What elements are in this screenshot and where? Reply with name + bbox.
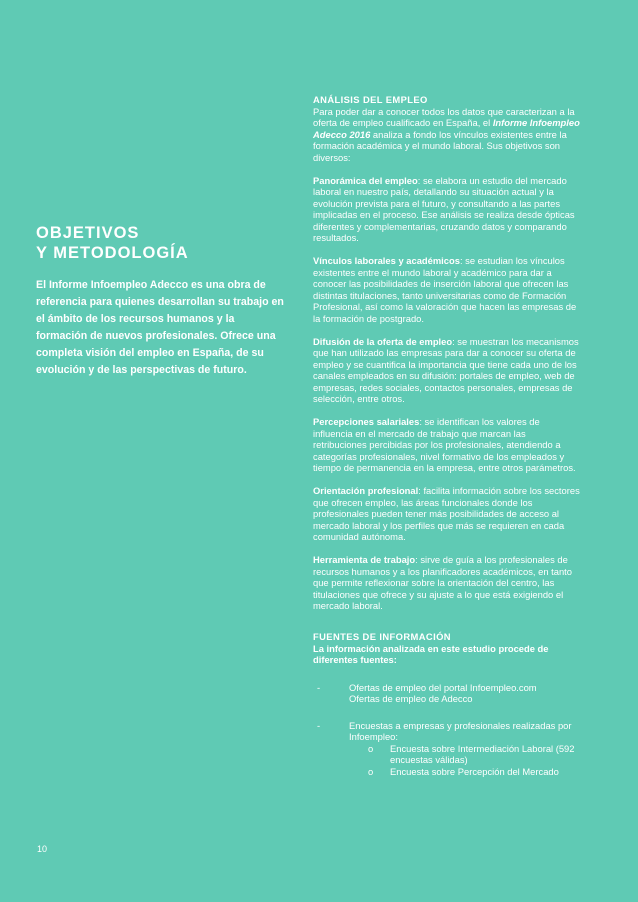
analisis-title: ANÁLISIS DEL EMPLEO bbox=[313, 94, 428, 105]
section-heading bbox=[36, 223, 288, 263]
fuentes-lead: La información analizada en este estudio procede de diferentes fuentes: bbox=[313, 642, 549, 665]
sub-source-text: Encuesta sobre Percepción del Mercado bbox=[390, 765, 559, 777]
dash-marker: - bbox=[317, 719, 321, 731]
source-item bbox=[313, 720, 581, 743]
objective-term: Percepciones salariales bbox=[313, 416, 420, 427]
circle-bullet-icon: o bbox=[368, 765, 374, 777]
objective-term: Vínculos laborales y académicos bbox=[313, 255, 460, 266]
objective-text: : se muestran los mecanismos que han utilizado las empresas para dar a conocer su oferta de empleo y se cuantifica la importancia que tiene cada uno de los canales empleados en su difusión: portales de empleo, web de empresas, redes sociales, contactos personales, empresas de selección, entre otros. bbox=[313, 335, 579, 404]
objective-term: Herramienta de trabajo bbox=[313, 554, 416, 565]
source-line: Ofertas de empleo de Adecco bbox=[349, 693, 473, 704]
analisis-section bbox=[313, 94, 581, 623]
objective-text: : se estudian los vínculos existentes entre el mundo laboral y académico para dar a conocer las posibilidades de inserción laboral que ofrecen las distintas titulaciones, tanto universitarias como de Formación Profesional, así como la valoración que hacen las empresas de la formación de postgrado. bbox=[313, 255, 577, 324]
objective-item bbox=[313, 416, 581, 474]
analisis-intro-before: Para poder dar a conocer todos los datos que caracterizan a la oferta de empleo cualificado en España, el bbox=[313, 105, 575, 128]
objective-item bbox=[313, 255, 581, 324]
objective-text: : se elabora un estudio del mercado laboral en nuestro país, detallando su situación actual y la evolución prevista para el futuro, y consultando a las partes implicadas en el proceso. Ese análisis se realiza desde ópticas diferentes y complementarias, cruzando datos y comparando resultados. bbox=[313, 174, 575, 243]
sub-source-item bbox=[313, 766, 581, 778]
heading-line-2: Y METODOLOGÍA bbox=[36, 244, 189, 262]
page-number: 10 bbox=[37, 844, 48, 854]
objective-item bbox=[313, 336, 581, 405]
objective-item bbox=[313, 554, 581, 612]
left-column bbox=[36, 223, 288, 379]
sub-source-text: Encuesta sobre Intermediación Laboral (592 encuestas válidas) bbox=[390, 742, 575, 765]
circle-bullet-icon: o bbox=[368, 742, 374, 754]
objective-term: Panorámica del empleo bbox=[313, 174, 418, 186]
objective-term: Orientación profesional bbox=[313, 485, 419, 496]
dash-marker: - bbox=[317, 681, 321, 693]
objective-term: Difusión de la oferta de empleo bbox=[313, 335, 453, 347]
objective-item bbox=[313, 175, 581, 244]
sub-source-item bbox=[313, 743, 581, 766]
objective-text: : facilita información sobre los sectores que ofrecen empleo, las áreas funcionales donde los profesionales pueden tener más posibilidades de acceso al mercado laboral y los perfiles que más se requieren en cada comunidad autónoma. bbox=[313, 485, 580, 542]
objective-text: : sirve de guía a los profesionales de recursos humanos y a los planificadores académicos, en tanto que permite reflexionar sobre la orientación del centro, las titulaciones que ofrece y su ajuste a lo que está exigiendo el mercado laboral. bbox=[313, 554, 572, 611]
source-item bbox=[313, 682, 581, 705]
objective-text: : se identifican los valores de influencia en el mercado de trabajo que marcan las retribuciones percibidas por los profesionales, atendiendo a categorías profesionales, nivel formativo de los empleados y tiempo de permanencia en la empresa, entre otros parámetros. bbox=[313, 416, 576, 473]
analisis-intro bbox=[313, 106, 581, 164]
source-line: Ofertas de empleo del portal Infoempleo.com bbox=[349, 681, 537, 693]
objective-item bbox=[313, 485, 581, 543]
heading-line-1: OBJETIVOS bbox=[36, 224, 140, 242]
intro-paragraph: El Informe Infoempleo Adecco es una obra de referencia para quienes desarrollan su trabajo en el ámbito de los recursos humanos y la formación de nuevos profesionales. Ofrece una completa visión del empleo en España, de su evolución y de las perspectivas de futuro. bbox=[36, 279, 284, 376]
source-line: Encuestas a empresas y profesionales realizadas por Infoempleo: bbox=[349, 719, 572, 742]
analisis-intro-after: analiza a fondo los vínculos existentes entre la formación académica y el mundo laboral. Sus objetivos son diversos: bbox=[313, 128, 567, 163]
report-title: Informe Infoempleo Adecco 2016 bbox=[313, 117, 580, 140]
fuentes-title: FUENTES DE INFORMACIÓN bbox=[313, 631, 451, 642]
fuentes-section bbox=[313, 631, 581, 777]
